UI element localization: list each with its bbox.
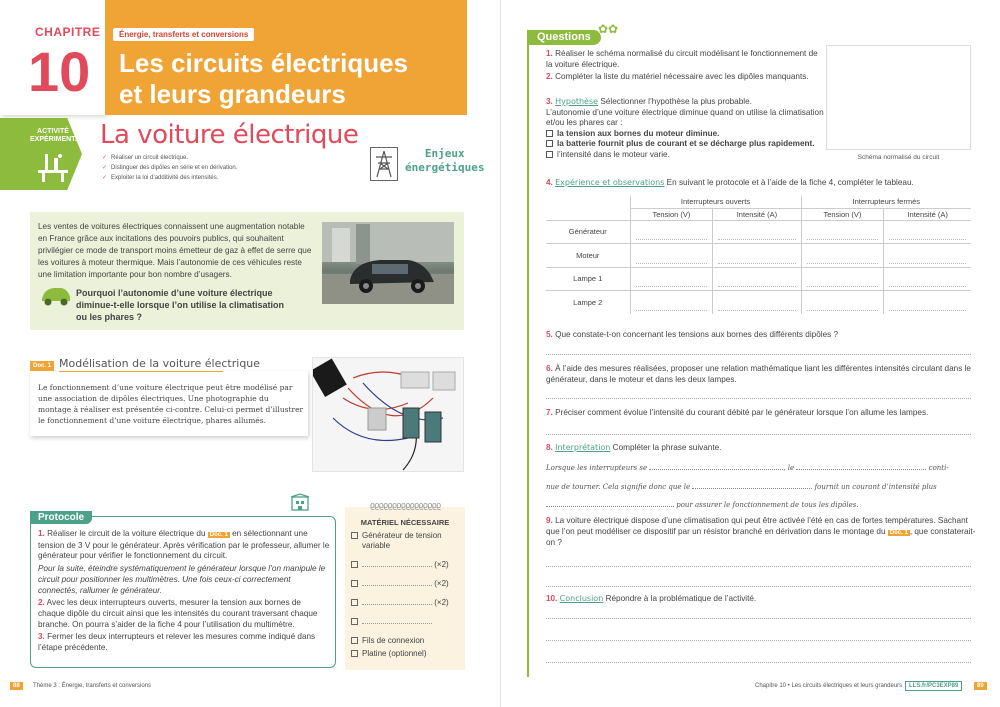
fill-sentence-line2: nue de tourner. Cela signifie donc que le fournit un courant d’intensité plus [546,483,937,491]
blank-line[interactable] [362,604,432,605]
answer-line[interactable] [546,662,971,663]
protocole-step1-note: Pour la suite, éteindre systématiquement le générateur lorsque l’on manipule le circuit pour positionner les multimètres. Une fois ceux-ci correctement connectés, rallumer le générateur. [38,564,326,595]
row-label: Lampe 2 [546,291,630,315]
protocole-text [38,529,330,656]
table-row [546,220,971,244]
checkbox[interactable] [351,618,358,625]
doc1-tag: Doc. 1 [30,361,54,371]
doc1-ref: Doc. 1 [209,532,228,538]
blank-line[interactable] [362,566,432,567]
schema-caption: Schéma normalisé du circuit [857,154,940,161]
chapter-title [119,48,408,110]
footer-right: Chapitre 10 • Les circuits électriques et leurs grandeurs [755,683,903,689]
question-2: 2. Compléter la liste du matériel nécessaire avec les dipôles manquants. [546,72,809,81]
materiel-item: (×2) [351,598,461,608]
table-cell[interactable] [884,291,971,315]
table-cell[interactable] [630,267,713,291]
table-cell[interactable] [630,220,713,244]
activity-title: La voiture électrique [100,120,359,150]
fill-blank[interactable] [546,506,674,507]
car-question-icon [38,283,72,312]
question-7: 7. Préciser comment évolue l’intensité du courant débité par le générateur lorsque l’on allume les lampes. [546,408,929,417]
problem-question [76,287,284,323]
chapter-title-line1: Les circuits électriques [119,48,409,78]
fill-blank[interactable] [796,469,926,470]
col-intensite: Intensité (A) [713,208,801,220]
materiel-item: (×2) [351,560,461,570]
table-cell[interactable] [713,291,801,315]
col-tension: Tension (V) [801,208,884,220]
fill-sentence-line3: pour assurer le fonctionnement de tous les dipôles. [546,501,976,509]
enjeux-line1: Enjeux [424,147,465,160]
lab-bench-icon [36,150,70,189]
fill-blank[interactable] [692,488,812,489]
hypothesis-option[interactable]: la tension aux bornes du moteur diminue. [546,129,826,140]
table-cell[interactable] [630,244,713,268]
fill-blank[interactable] [649,469,783,470]
protocole-step1: 1. Réaliser le circuit de la voiture électrique du Doc. 1 en sélectionnant une tension de 3 V pour le générateur. Après vérification par le professeur, allumer le générateur pour vérifier le fonctionnement du circuit. [38,529,330,561]
checkbox[interactable] [546,151,553,158]
page-divider [500,0,501,707]
checkbox[interactable] [351,599,358,606]
table-row [546,291,971,315]
protocole-step3: 3. Fermer les deux interrupteurs et relever les mesures comme indiqué dans l’étape précédente. [38,632,316,653]
objective-item: ✓ Réaliser un circuit électrique. [102,155,189,161]
activity-label-line1: ACTIVITÉ [37,128,69,135]
doc1-underline [59,371,223,372]
enjeux-label [405,147,484,175]
row-label: Lampe 1 [546,267,630,291]
pylon-icon [370,147,398,186]
materiel-title: MATÉRIEL NÉCESSAIRE [360,518,450,527]
page-number-right: 89 [974,682,987,690]
questions-rule [527,45,529,677]
checkbox[interactable] [351,561,358,568]
table-cell[interactable] [630,291,713,315]
question-10: 10. Conclusion Répondre à la problématique de l’activité. [546,594,757,603]
protocole-step2: 2. Avec les deux interrupteurs ouverts, mesurer la tension aux bornes de chaque dipôle du circuit ainsi que les intensités du courant traversant chaque branche. On pourra s’aider de la fiche 4 pour l’utilisation du multimètre. [38,598,318,629]
building-icon [290,493,310,516]
protocole-tag: Protocole [30,511,92,524]
doc1-ref: Doc. 1 [889,529,908,536]
header-open: Interrupteurs ouverts [630,196,801,208]
table-cell[interactable] [713,267,801,291]
checkbox[interactable] [351,650,358,657]
gears-icon: ✿✿ [598,22,619,36]
materiel-item [351,617,461,627]
spiral-binding: ϱϱϱϱϱϱϱϱϱϱϱϱϱϱϱϱ [369,501,441,511]
hypothesis-option[interactable]: la batterie fournit plus de courant et se décharge plus rapidement. [546,139,826,150]
check-icon: ✓ [102,155,108,161]
answer-line[interactable] [546,354,971,355]
question-4: 4. Expérience et observations En suivant le protocole et à l’aide de la fiche 4, compléter le tableau. [546,178,914,187]
blank-line[interactable] [362,623,432,624]
question-6: 6. À l’aide des mesures réalisées, proposer une relation mathématique liant les différentes intensités circulant dans le générateur, dans le moteur et dans les deux lampes. [546,364,971,384]
problem-line1: Pourquoi l’autonomie d’une voiture électrique [76,288,273,298]
doc1-text: Le fonctionnement d’une voiture électrique peut être modélisé par une association de dipôles électriques. Une photographie du montage à réaliser est présentée ci-contre. Celui-ci permet d’illustrer le fonctionnement d’une voiture électrique, phares allumés. [38,383,304,425]
answer-line[interactable] [546,618,971,619]
checkbox[interactable] [351,532,358,539]
answer-line[interactable] [546,398,971,399]
table-row [546,267,971,291]
hypothesis-option[interactable]: l’intensité dans le moteur varie. [546,150,826,161]
measurements-table [546,196,971,314]
table-cell[interactable] [713,244,801,268]
page-number-left: 88 [10,682,23,690]
problem-line3: ou les phares ? [76,312,143,322]
question-5: 5. Que constate-t-on concernant les tensions aux bornes des différents dipôles ? [546,330,839,339]
checkbox[interactable] [546,140,553,147]
objectives-list [102,153,237,183]
question-1: 1. Réaliser le schéma normalisé du circuit modélisant le fonctionnement de la voiture électrique. [546,49,818,69]
answer-line[interactable] [546,586,971,587]
col-intensite: Intensité (A) [884,208,971,220]
intro-text: Les ventes de voitures électriques connaissent une augmentation notable en France grâce aux incitations des pouvoirs publics, qui souhaitent privilégier ce mode de transport moins émetteur de gaz à effet de serre que les voitures à moteur thermique. Mais l’autonomie de ces véhicules reste une limitation importante pour bon nombre d’usagers. [38,222,312,279]
question-3-intro: L’autonomie d’une voiture électrique diminue quand on utilise la climatisation et/ou les phares car : [546,107,824,128]
enjeux-line2: énergétiques [405,161,485,174]
blank-line[interactable] [362,585,432,586]
fill-sentence-line1: Lorsque les interrupteurs se , le conti- [546,464,949,472]
header-closed: Interrupteurs fermés [801,196,971,208]
table-cell[interactable] [884,244,971,268]
check-icon: ✓ [102,165,108,171]
checkbox[interactable] [351,580,358,587]
question-3: 3. Hypothèse Sélectionner l’hypothèse la plus probable. L’autonomie d’une voiture électrique diminue quand on utilise la climatisation et/ou les phares car : la tension aux bornes du moteur diminue. la batterie fournit plus de courant et se décharge plus rapidement. l’intensité dans le moteur varie. [546,97,826,161]
table-row [546,244,971,268]
activity-label [30,128,89,144]
answer-line[interactable] [546,566,971,567]
materiel-item: Platine (optionnel) [351,649,461,659]
row-label: Générateur [546,220,630,244]
question-8: 8. Interprétation Compléter la phrase suivante. [546,443,722,452]
materiel-item: Fils de connexion [351,636,461,646]
checkbox[interactable] [546,130,553,137]
answer-line[interactable] [546,434,971,435]
questions-tag: Questions [527,30,601,45]
answer-line[interactable] [546,640,971,641]
problem-line2: diminue-t-elle lorsque l’on utilise la climatisation [76,300,285,310]
col-tension: Tension (V) [630,208,713,220]
theme-tag: Énergie, transferts et conversions [113,28,254,41]
activity-label-line2: EXPÉRIMENTALE [30,136,89,143]
footer-link[interactable]: LLS.fr/PC3EXP89 [905,681,962,691]
table-cell[interactable] [884,267,971,291]
check-icon: ✓ [102,175,108,181]
footer-left: Thème 3 : Énergie, transferts et conversions [33,683,152,689]
schema-answer-box[interactable] [826,45,971,150]
chapter-number: 10 [28,40,91,103]
objective-item: ✓ Exploiter la loi d’additivité des intensités. [102,175,219,181]
table-cell[interactable] [801,267,884,291]
table-cell[interactable] [713,220,801,244]
materiel-item: (×2) [351,579,461,589]
table-cell[interactable] [801,220,884,244]
row-label: Moteur [546,244,630,268]
materiel-list [351,531,461,668]
circuit-photo [312,357,464,472]
chapter-word: CHAPITRE [35,25,101,39]
table-cell[interactable] [801,244,884,268]
checkbox[interactable] [351,637,358,644]
table-cell[interactable] [801,291,884,315]
question-9: 9. La voiture électrique dispose d’une climatisation qui peut être activée l’été en cas de fortes températures. Sachant que l’on peut modéliser ce dispositif par un résistor branché en dérivation dans le montage du Doc. 1 , que constaterait-on ? [546,516,976,548]
table-cell[interactable] [884,220,971,244]
materiel-item: Générateur de tension variable [351,531,461,551]
objective-item: ✓ Distinguer des dipôles en série et en dérivation. [102,165,238,171]
chapter-title-line2: et leurs grandeurs [119,79,346,109]
doc1-title: Modélisation de la voiture électrique [59,357,261,370]
electric-car-photo [322,222,454,304]
